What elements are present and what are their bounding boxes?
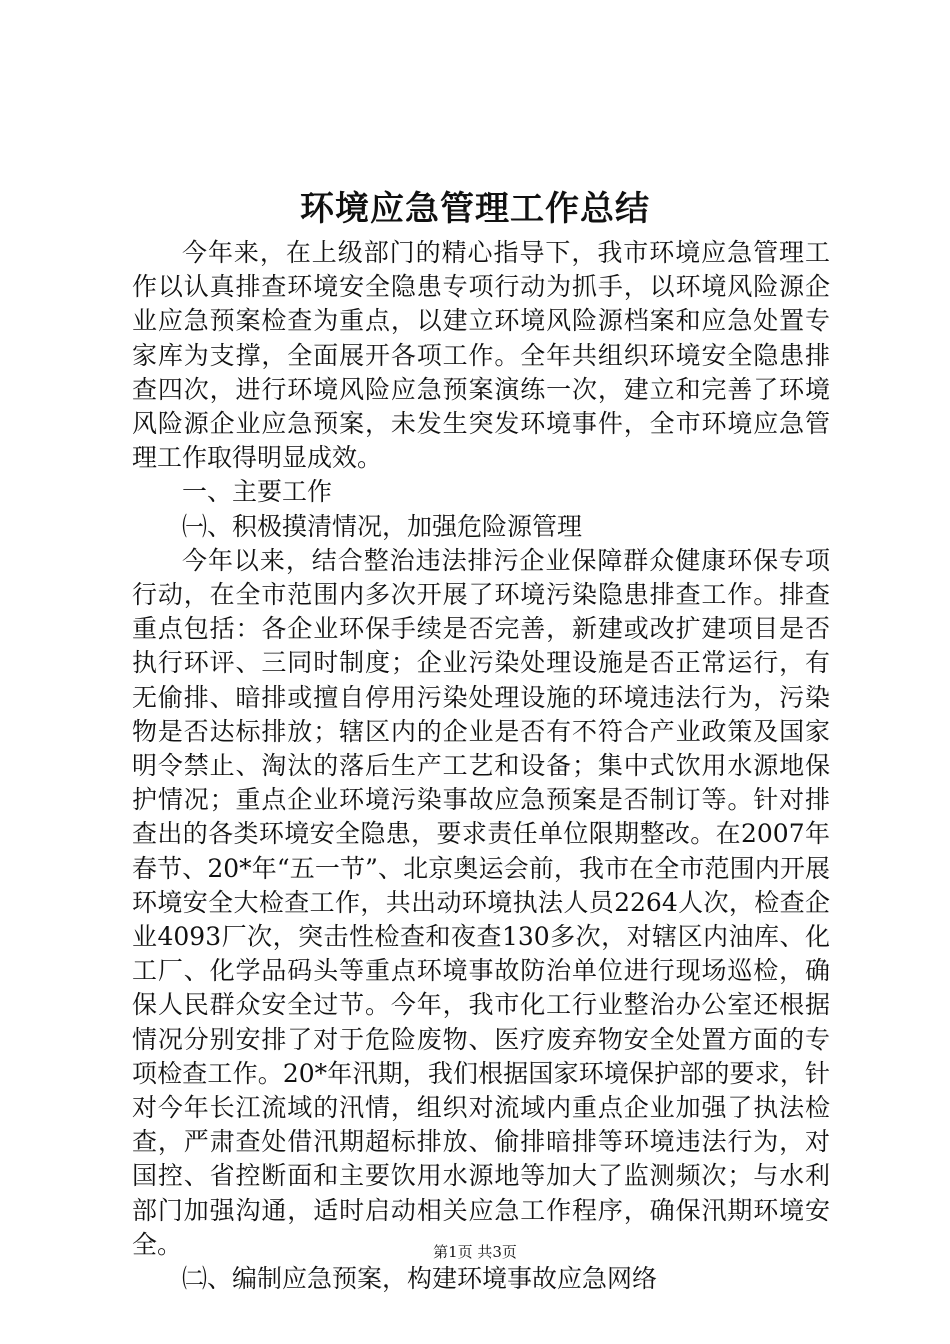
subsection-heading-1: ㈠、积极摸清情况，加强危险源管理 [182, 511, 583, 541]
section-heading-main-work: 一、主要工作 [182, 477, 333, 507]
document-body [132, 236, 830, 1296]
intro-paragraph: 今年来，在上级部门的精心指导下，我市环境应急管理工作以认真排查环境安全隐患专项行动为抓手，以环境风险源企业应急预案检查为重点，以建立环境风险源档案和应急处置专家库为支撑，全面展开各项工作。全年共组织环境安全隐患排查四次，进行环境风险应急预案演练一次，建立和完善了环境风险源企业应急预案，未发生突发环境事件，全市环境应急管理工作取得明显成效。 [132, 238, 830, 473]
document-title: 环境应急管理工作总结 [300, 189, 650, 229]
body-paragraph: 今年以来，结合整治违法排污企业保障群众健康环保专项行动，在全市范围内多次开展了环境污染隐患排查工作。排查重点包括：各企业环保手续是否完善，新建或改扩建项目是否执行环评、三同时制度；企业污染处理设施是否正常运行，有无偷排、暗排或擅自停用污染处理设施的环境违法行为，污染物是否达标排放；辖区内的企业是否有不符合产业政策及国家明令禁止、淘汰的落后生产工艺和设备；集中式饮用水源地保护情况；重点企业环境污染事故应急预案是否制订等。针对排查出的各类环境安全隐患，要求责任单位限期整改。在2007年春节、20*年“五一节”、北京奥运会前，我市在全市范围内开展环境安全大检查工作，共出动环境执法人员2264人次，检查企业4093厂次，突击性检查和夜查130多次，对辖区内油库、化工厂、化学品码头等重点环境事故防治单位进行现场巡检，确保人民群众安全过节。今年，我市化工行业整治办公室还根据情况分别安排了对于危险废物、医疗废弃物安全处置方面的专项检查工作。20*年汛期，我们根据国家环境保护部的要求，针对今年长江流域的汛情，组织对流域内重点企业加强了执法检查，严肃查处借汛期超标排放、偷排暗排等环境违法行为，对国控、省控断面和主要饮用水源地等加大了监测频次；与水利部门加强沟通，适时启动相关应急工作程序，确保汛期环境安全。 [132, 545, 830, 1259]
subsection-heading-2: ㈡、编制应急预案，构建环境事故应急网络 [182, 1264, 658, 1294]
page-number-footer: 第1页 共3页 [433, 1243, 517, 1261]
